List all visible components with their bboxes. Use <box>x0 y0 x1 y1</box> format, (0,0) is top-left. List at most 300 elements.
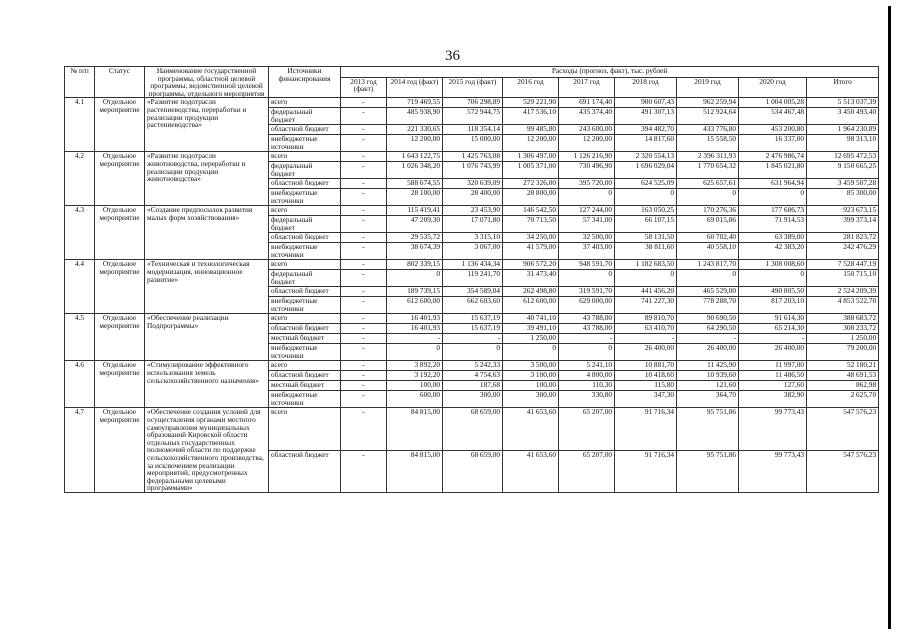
amount-cell: 1 243 817,70 <box>677 260 739 270</box>
amount-cell: 2 625,70 <box>807 391 879 408</box>
amount-cell: 354 589,04 <box>443 287 503 297</box>
group-name: «Развитие подотрасли животноводства, переработки и реализации продукции животноводства» <box>145 152 269 206</box>
amount-cell: - <box>341 162 387 179</box>
amount-cell: 631 964,94 <box>739 179 807 189</box>
funding-source: внебюджетные источники <box>269 297 341 314</box>
amount-cell: 10 881,70 <box>615 361 677 371</box>
amount-cell: 34 250,00 <box>503 233 559 243</box>
amount-cell: - <box>341 361 387 371</box>
amount-cell: 15 000,00 <box>443 135 503 152</box>
amount-cell: 0 <box>677 189 739 206</box>
group-number: 4.5 <box>65 314 95 361</box>
amount-cell: 547 576,23 <box>807 408 879 450</box>
funding-source: федеральный бюджет <box>269 162 341 179</box>
amount-cell: 534 467,48 <box>739 108 807 125</box>
amount-cell: - <box>341 450 387 492</box>
funding-source: местный бюджет <box>269 381 341 391</box>
amount-cell: - <box>341 152 387 162</box>
amount-cell: 2 524 209,39 <box>807 287 879 297</box>
amount-cell: 91 614,30 <box>739 314 807 324</box>
amount-cell: 1 182 683,50 <box>615 260 677 270</box>
amount-cell: - <box>677 334 739 344</box>
amount-cell: 29 535,72 <box>387 233 443 243</box>
amount-cell: 66 107,15 <box>615 216 677 233</box>
amount-cell: 65 207,00 <box>559 408 615 450</box>
header-num: № п/п <box>65 67 95 98</box>
group-status: Отдельное мероприятие <box>95 152 145 206</box>
amount-cell: 11 997,00 <box>739 361 807 371</box>
amount-cell: 1 770 654,32 <box>677 162 739 179</box>
amount-cell: 98 313,10 <box>807 135 879 152</box>
amount-cell: 65 207,00 <box>559 450 615 492</box>
amount-cell: 0 <box>739 189 807 206</box>
amount-cell: 9 150 665,25 <box>807 162 879 179</box>
group-status: Отдельное мероприятие <box>95 314 145 361</box>
amount-cell: 624 525,09 <box>615 179 677 189</box>
amount-cell: 382,90 <box>739 391 807 408</box>
amount-cell: 900 607,43 <box>615 98 677 108</box>
amount-cell: 40 741,10 <box>503 314 559 324</box>
amount-cell: 38 811,60 <box>615 243 677 260</box>
header-year: 2015 год (факт) <box>443 77 503 98</box>
amount-cell: 394 482,70 <box>615 125 677 135</box>
amount-cell: 300,00 <box>443 391 503 408</box>
amount-cell: 40 558,10 <box>677 243 739 260</box>
amount-cell: 1 696 029,04 <box>615 162 677 179</box>
amount-cell: 5 242,33 <box>443 361 503 371</box>
amount-cell: 28 800,00 <box>503 189 559 206</box>
amount-cell: 26 400,00 <box>739 344 807 361</box>
amount-cell: - <box>341 381 387 391</box>
amount-cell: - <box>341 216 387 233</box>
amount-cell: - <box>341 408 387 450</box>
amount-cell: 588 674,55 <box>387 179 443 189</box>
amount-cell: 71 914,53 <box>739 216 807 233</box>
header-year: 2013 год (факт) <box>341 77 387 98</box>
table-row <box>65 260 879 270</box>
amount-cell: - <box>341 206 387 216</box>
amount-cell: 2 476 986,74 <box>739 152 807 162</box>
amount-cell: - <box>341 98 387 108</box>
amount-cell: 48 691,53 <box>807 371 879 381</box>
amount-cell: 41 579,00 <box>503 243 559 260</box>
amount-cell: - <box>615 334 677 344</box>
amount-cell: 0 <box>559 344 615 361</box>
funding-source: всего <box>269 260 341 270</box>
amount-cell: 0 <box>503 344 559 361</box>
amount-cell: 39 491,10 <box>503 324 559 334</box>
amount-cell: 1 425 763,08 <box>443 152 503 162</box>
group-name: «Стимулирование эффективного использования земель сельскохозяйственного назначения» <box>145 361 269 408</box>
amount-cell: - <box>341 243 387 260</box>
amount-cell: 1 026 348,20 <box>387 162 443 179</box>
amount-cell: 150 715,10 <box>807 270 879 287</box>
amount-cell: 69 015,86 <box>677 216 739 233</box>
amount-cell: 84 815,00 <box>387 450 443 492</box>
amount-cell: 38 674,39 <box>387 243 443 260</box>
amount-cell: 12 695 472,53 <box>807 152 879 162</box>
amount-cell: 100,00 <box>503 381 559 391</box>
group-number: 4.2 <box>65 152 95 206</box>
amount-cell: 0 <box>615 189 677 206</box>
amount-cell: 1 845 021,80 <box>739 162 807 179</box>
amount-cell: - <box>341 344 387 361</box>
funding-source: всего <box>269 206 341 216</box>
group-number: 4.6 <box>65 361 95 408</box>
group-name: «Обеспечение создания условий для осуществления органами местного самоуправления муниципальных образований Кировской области отдельных государственных полномочий области по поддержке сельскохозяйственного производства, за исключением реализации мероприятий, предусмотренных федеральными целевыми программами» <box>145 408 269 493</box>
amount-cell: 572 944,75 <box>443 108 503 125</box>
amount-cell: 79 200,00 <box>807 344 879 361</box>
amount-cell: 281 823,72 <box>807 233 879 243</box>
amount-cell: 433 776,80 <box>677 125 739 135</box>
amount-cell: 47 209,30 <box>387 216 443 233</box>
amount-cell: 485 938,90 <box>387 108 443 125</box>
amount-cell: 547 576,23 <box>807 450 879 492</box>
amount-cell: 12 200,00 <box>387 135 443 152</box>
amount-cell: 26 400,00 <box>677 344 739 361</box>
amount-cell: 41 653,60 <box>503 408 559 450</box>
amount-cell: 15 637,19 <box>443 314 503 324</box>
amount-cell: 3 192,20 <box>387 371 443 381</box>
amount-cell: 11 486,50 <box>739 371 807 381</box>
amount-cell: 1 136 434,34 <box>443 260 503 270</box>
amount-cell: 95 751,86 <box>677 408 739 450</box>
amount-cell: 84 815,00 <box>387 408 443 450</box>
amount-cell: 453 200,80 <box>739 125 807 135</box>
amount-cell: 43 788,00 <box>559 324 615 334</box>
table-row <box>65 152 879 162</box>
amount-cell: 3 067,00 <box>443 243 503 260</box>
group-status: Отдельное мероприятие <box>95 361 145 408</box>
amount-cell: 58 131,50 <box>615 233 677 243</box>
table-row <box>65 98 879 108</box>
amount-cell: 15 637,19 <box>443 324 503 334</box>
amount-cell: 862,98 <box>807 381 879 391</box>
amount-cell: 691 174,40 <box>559 98 615 108</box>
amount-cell: 17 071,80 <box>443 216 503 233</box>
amount-cell: 417 536,10 <box>503 108 559 125</box>
amount-cell: 1 004 005,28 <box>739 98 807 108</box>
amount-cell: 1 308 008,60 <box>739 260 807 270</box>
amount-cell: 115,80 <box>615 381 677 391</box>
funding-source: внебюджетные источники <box>269 391 341 408</box>
amount-cell: 63 410,70 <box>615 324 677 334</box>
amount-cell: 906 572,20 <box>503 260 559 270</box>
header-status: Статус <box>95 67 145 98</box>
amount-cell: 1 076 743,99 <box>443 162 503 179</box>
amount-cell: 1 306 497,00 <box>503 152 559 162</box>
amount-cell: 1 643 122,75 <box>387 152 443 162</box>
amount-cell: 15 558,50 <box>677 135 739 152</box>
amount-cell: 110,30 <box>559 381 615 391</box>
amount-cell: 778 288,70 <box>677 297 739 314</box>
amount-cell: 962 259,94 <box>677 98 739 108</box>
group-status: Отдельное мероприятие <box>95 260 145 314</box>
amount-cell: 99 485,80 <box>503 125 559 135</box>
amount-cell: 262 498,80 <box>503 287 559 297</box>
amount-cell: 465 529,00 <box>677 287 739 297</box>
amount-cell: 300,00 <box>503 391 559 408</box>
group-number: 4.4 <box>65 260 95 314</box>
amount-cell: 91 716,34 <box>615 450 677 492</box>
funding-source: областной бюджет <box>269 125 341 135</box>
group-name: «Развитие подотрасли растениеводства, переработки и реализации продукции растениеводства» <box>145 98 269 152</box>
amount-cell: 41 653,60 <box>503 450 559 492</box>
amount-cell: - <box>739 334 807 344</box>
amount-cell: 399 373,14 <box>807 216 879 233</box>
amount-cell: 23 453,90 <box>443 206 503 216</box>
amount-cell: 99 773,43 <box>739 408 807 450</box>
group-name: «Создание предпосылок развития малых форм хозяйствования» <box>145 206 269 260</box>
amount-cell: 5 241,10 <box>559 361 615 371</box>
amount-cell: 127,60 <box>739 381 807 391</box>
amount-cell: 64 290,50 <box>677 324 739 334</box>
page-number: 36 <box>445 48 460 64</box>
amount-cell: 60 702,40 <box>677 233 739 243</box>
amount-cell: 612 600,00 <box>503 297 559 314</box>
amount-cell: 395 720,00 <box>559 179 615 189</box>
amount-cell: 28 400,00 <box>443 189 503 206</box>
group-status: Отдельное мероприятие <box>95 98 145 152</box>
amount-cell: 0 <box>677 270 739 287</box>
amount-cell: 0 <box>443 344 503 361</box>
amount-cell: 100,00 <box>387 381 443 391</box>
amount-cell: 119 241,70 <box>443 270 503 287</box>
funding-source: всего <box>269 361 341 371</box>
amount-cell: 0 <box>559 270 615 287</box>
amount-cell: 163 050,25 <box>615 206 677 216</box>
funding-source: внебюджетные источники <box>269 135 341 152</box>
amount-cell: 70 713,50 <box>503 216 559 233</box>
amount-cell: 706 298,89 <box>443 98 503 108</box>
amount-cell: - <box>387 334 443 344</box>
amount-cell: 10 418,60 <box>615 371 677 381</box>
amount-cell: - <box>341 297 387 314</box>
financing-table <box>64 66 879 493</box>
funding-source: всего <box>269 98 341 108</box>
group-name: «Техническая и технологическая модернизация, инновационное развитие» <box>145 260 269 314</box>
table-row <box>65 206 879 216</box>
amount-cell: 26 400,00 <box>615 344 677 361</box>
amount-cell: 118 354,14 <box>443 125 503 135</box>
funding-source: местный бюджет <box>269 334 341 344</box>
amount-cell: 85 300,00 <box>807 189 879 206</box>
amount-cell: 490 805,50 <box>739 287 807 297</box>
amount-cell: 42 383,20 <box>739 243 807 260</box>
amount-cell: 319 591,70 <box>559 287 615 297</box>
amount-cell: 89 810,70 <box>615 314 677 324</box>
header-name: Наименование государственной программы, областной целевой программы, ведомственной целевой программы, отдельного мероприятия <box>145 67 269 98</box>
amount-cell: - <box>341 270 387 287</box>
amount-cell: 99 773,43 <box>739 450 807 492</box>
header-year: Итого <box>807 77 879 98</box>
amount-cell: 320 639,09 <box>443 179 503 189</box>
group-number: 4.3 <box>65 206 95 260</box>
amount-cell: 347,30 <box>615 391 677 408</box>
header-year: 2019 год <box>677 77 739 98</box>
amount-cell: 364,70 <box>677 391 739 408</box>
amount-cell: - <box>341 179 387 189</box>
amount-cell: 0 <box>739 270 807 287</box>
funding-source: внебюджетные источники <box>269 189 341 206</box>
amount-cell: 4 800,00 <box>559 371 615 381</box>
amount-cell: 662 603,60 <box>443 297 503 314</box>
amount-cell: 32 500,00 <box>559 233 615 243</box>
amount-cell: 63 389,00 <box>739 233 807 243</box>
amount-cell: 10 939,60 <box>677 371 739 381</box>
amount-cell: - <box>341 371 387 381</box>
amount-cell: 177 686,73 <box>739 206 807 216</box>
amount-cell: 243 600,00 <box>559 125 615 135</box>
amount-cell: 121,60 <box>677 381 739 391</box>
amount-cell: 52 180,21 <box>807 361 879 371</box>
amount-cell: 68 659,00 <box>443 450 503 492</box>
amount-cell: - <box>341 334 387 344</box>
amount-cell: 3 315,10 <box>443 233 503 243</box>
funding-source: внебюджетные источники <box>269 344 341 361</box>
amount-cell: 189 739,15 <box>387 287 443 297</box>
amount-cell: - <box>341 233 387 243</box>
amount-cell: 14 817,60 <box>615 135 677 152</box>
amount-cell: 0 <box>387 270 443 287</box>
amount-cell: - <box>559 334 615 344</box>
amount-cell: 127 244,00 <box>559 206 615 216</box>
amount-cell: 187,68 <box>443 381 503 391</box>
amount-cell: - <box>341 314 387 324</box>
amount-cell: 11 425,90 <box>677 361 739 371</box>
funding-source: областной бюджет <box>269 179 341 189</box>
amount-cell: 0 <box>615 270 677 287</box>
amount-cell: 43 788,00 <box>559 314 615 324</box>
amount-cell: - <box>341 260 387 270</box>
table-row <box>65 408 879 450</box>
funding-source: федеральный бюджет <box>269 216 341 233</box>
amount-cell: 719 469,55 <box>387 98 443 108</box>
header-sources: Источники финансирования <box>269 67 341 98</box>
header-expenses: Расходы (прогноз, факт), тыс. рублей <box>341 67 879 78</box>
group-number: 4.1 <box>65 98 95 152</box>
amount-cell: 272 326,00 <box>503 179 559 189</box>
amount-cell: 146 542,50 <box>503 206 559 216</box>
amount-cell: 221 330,65 <box>387 125 443 135</box>
amount-cell: 1 005 371,00 <box>503 162 559 179</box>
amount-cell: 3 459 507,28 <box>807 179 879 189</box>
amount-cell: 16 337,00 <box>739 135 807 152</box>
amount-cell: 28 100,00 <box>387 189 443 206</box>
amount-cell: 600,00 <box>387 391 443 408</box>
amount-cell: 95 751,86 <box>677 450 739 492</box>
amount-cell: - <box>341 135 387 152</box>
table-row <box>65 314 879 324</box>
funding-source: всего <box>269 408 341 450</box>
amount-cell: 1 126 216,90 <box>559 152 615 162</box>
amount-cell: 1 250,00 <box>503 334 559 344</box>
header-year: 2017 год <box>559 77 615 98</box>
amount-cell: 12 200,00 <box>559 135 615 152</box>
header-year: 2018 год <box>615 77 677 98</box>
funding-source: областной бюджет <box>269 450 341 492</box>
amount-cell: 4 853 522,70 <box>807 297 879 314</box>
amount-cell: 388 683,72 <box>807 314 879 324</box>
amount-cell: 1 250,00 <box>807 334 879 344</box>
amount-cell: 948 591,70 <box>559 260 615 270</box>
amount-cell: 170 276,36 <box>677 206 739 216</box>
group-number: 4.7 <box>65 408 95 493</box>
amount-cell: 3 450 493,40 <box>807 108 879 125</box>
amount-cell: 529 221,90 <box>503 98 559 108</box>
amount-cell: 37 403,00 <box>559 243 615 260</box>
amount-cell: 512 924,64 <box>677 108 739 125</box>
amount-cell: 91 716,34 <box>615 408 677 450</box>
amount-cell: 3 500,00 <box>503 361 559 371</box>
funding-source: всего <box>269 152 341 162</box>
header-year: 2016 год <box>503 77 559 98</box>
amount-cell: 57 341,00 <box>559 216 615 233</box>
funding-source: федеральный бюджет <box>269 108 341 125</box>
amount-cell: - <box>341 125 387 135</box>
funding-source: внебюджетные источники <box>269 243 341 260</box>
page-edge-bar <box>888 6 891 629</box>
group-status: Отдельное мероприятие <box>95 206 145 260</box>
amount-cell: 0 <box>559 189 615 206</box>
amount-cell: 3 100,00 <box>503 371 559 381</box>
amount-cell: 68 659,00 <box>443 408 503 450</box>
amount-cell: 5 513 037,39 <box>807 98 879 108</box>
amount-cell: 0 <box>387 344 443 361</box>
amount-cell: - <box>341 324 387 334</box>
funding-source: всего <box>269 314 341 324</box>
group-status: Отдельное мероприятие <box>95 408 145 493</box>
amount-cell: 16 401,93 <box>387 324 443 334</box>
amount-cell: 31 473,40 <box>503 270 559 287</box>
amount-cell: 629 000,00 <box>559 297 615 314</box>
funding-source: областной бюджет <box>269 233 341 243</box>
amount-cell: 3 892,20 <box>387 361 443 371</box>
amount-cell: 90 690,50 <box>677 314 739 324</box>
funding-source: областной бюджет <box>269 324 341 334</box>
amount-cell: 4 754,63 <box>443 371 503 381</box>
amount-cell: - <box>341 287 387 297</box>
amount-cell: 741 227,30 <box>615 297 677 314</box>
header-year: 2020 год <box>739 77 807 98</box>
amount-cell: 12 200,00 <box>503 135 559 152</box>
amount-cell: 612 600,00 <box>387 297 443 314</box>
amount-cell: 65 214,30 <box>739 324 807 334</box>
amount-cell: 2 396 311,93 <box>677 152 739 162</box>
amount-cell: - <box>443 334 503 344</box>
amount-cell: 7 528 447,19 <box>807 260 879 270</box>
amount-cell: 817 203,10 <box>739 297 807 314</box>
amount-cell: 242 476,29 <box>807 243 879 260</box>
amount-cell: 16 401,93 <box>387 314 443 324</box>
group-name: «Обеспечение реализации Подпрограммы» <box>145 314 269 361</box>
amount-cell: - <box>341 189 387 206</box>
amount-cell: 923 673,15 <box>807 206 879 216</box>
funding-source: федеральный бюджет <box>269 270 341 287</box>
amount-cell: 308 233,72 <box>807 324 879 334</box>
table-row <box>65 361 879 371</box>
amount-cell: 625 657,61 <box>677 179 739 189</box>
amount-cell: 115 419,41 <box>387 206 443 216</box>
amount-cell: 2 320 554,13 <box>615 152 677 162</box>
amount-cell: 330,80 <box>559 391 615 408</box>
funding-source: областной бюджет <box>269 371 341 381</box>
amount-cell: 491 307,13 <box>615 108 677 125</box>
amount-cell: 435 374,40 <box>559 108 615 125</box>
header-year: 2014 год (факт) <box>387 77 443 98</box>
amount-cell: 1 964 230,89 <box>807 125 879 135</box>
amount-cell: 802 339,15 <box>387 260 443 270</box>
